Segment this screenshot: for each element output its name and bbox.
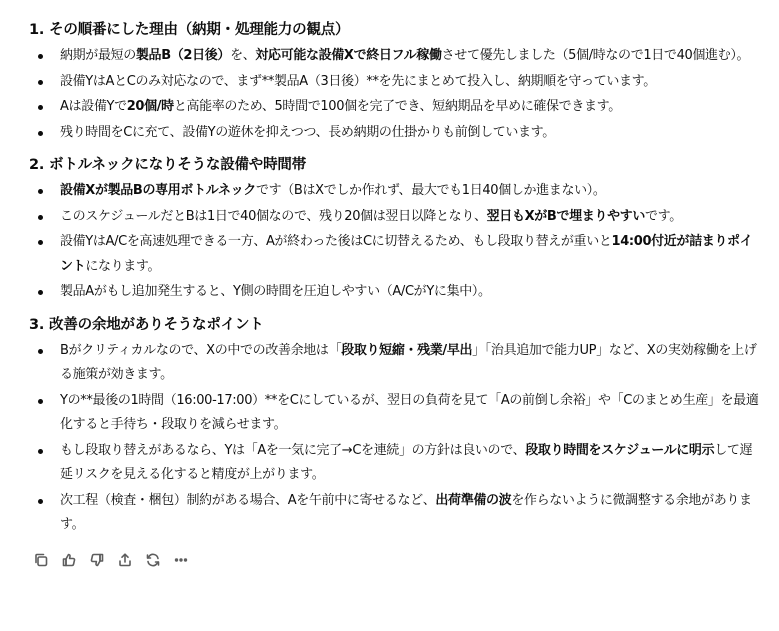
- share-button[interactable]: [113, 548, 137, 572]
- bullet-icon: [38, 105, 43, 110]
- bold-text: 14:00付近が詰まりポイント: [60, 234, 753, 274]
- text-segment: 納期が最短の: [60, 48, 136, 63]
- text-segment: Yの**最後の1時間（16:00-17:00）**をCにしているが、翌日の負荷を見て「Aの前倒し余裕」や「Cのまとめ生産」を最適化すると手待ち・段取りを減らせます。: [60, 392, 759, 432]
- bullet-icon: [38, 499, 43, 504]
- thumbs-down-icon: [89, 552, 105, 568]
- list-item: [29, 489, 760, 538]
- list-item: [29, 230, 760, 279]
- text-segment: Aは設備Yで: [60, 99, 127, 114]
- text-segment: 次工程（検査・梱包）制約がある場合、Aを午前中に寄せるなど、: [60, 492, 436, 508]
- text-segment: 設備YはAとCのみ対応なので、まず**製品A（3日後）**を先にまとめて投入し、納期順を守っています。: [60, 73, 656, 89]
- more-icon: [173, 552, 189, 568]
- list-item: [29, 44, 760, 69]
- list-item: [29, 280, 760, 305]
- list-item: [29, 95, 760, 120]
- bold-text: 段取り短縮・残業/早出: [341, 342, 473, 358]
- bold-text: 設備Xが製品Bの専用ボトルネック: [60, 183, 256, 198]
- text-segment: を、: [230, 48, 256, 63]
- thumbs-up-button[interactable]: [57, 548, 81, 572]
- list-item: [29, 339, 760, 388]
- bullet-icon: [38, 80, 43, 85]
- bold-text: 段取り時間をスケジュールに明示: [525, 442, 715, 458]
- list-item: [29, 179, 760, 204]
- text-segment: になります。: [85, 258, 161, 274]
- section-2: [29, 155, 759, 305]
- list-item: [29, 389, 760, 438]
- more-options-button[interactable]: [169, 548, 193, 572]
- bullet-icon: [38, 399, 43, 404]
- text-segment: です（BはXでしか作れず、最大でも1日40個しか進まない）。: [255, 183, 606, 198]
- bullet-icon: [38, 240, 43, 245]
- copy-icon: [33, 552, 49, 568]
- text-segment: 製品Aがもし追加発生すると、Y側の時間を圧迫しやすい（A/CがYに集中）。: [60, 284, 491, 299]
- bold-text: 製品B（2日後）: [135, 48, 231, 63]
- text-segment: もし段取り替えがあるなら、Yは「Aを一気に完了→Cを連続」の方針は良いので、: [60, 442, 526, 458]
- text-segment: して遅延リスクを見える化すると精度が上がります。: [60, 442, 753, 482]
- section-heading: 1. その順番にした理由（納期・処理能力の観点）: [29, 22, 350, 38]
- bullet-icon: [38, 290, 43, 295]
- text-segment: 」「治具追加で能力UP」など、Xの実効稼働を上げる施策が効きます。: [60, 342, 757, 382]
- bold-text: 対応可能な設備Xで終日フル稼働: [255, 48, 442, 63]
- regenerate-button[interactable]: [141, 548, 165, 572]
- text-segment: このスケジュールだとBは1日で40個なので、残り20個は翌日以降となり、: [60, 208, 487, 224]
- bullet-list: [29, 44, 759, 145]
- bullet-icon: [38, 449, 43, 454]
- message-actions: [29, 548, 759, 572]
- text-segment: 残り時間をCに充て、設備Yの遊休を抑えつつ、長め納期の仕掛かりも前倒しています。: [60, 124, 555, 140]
- list-item: [29, 205, 760, 230]
- text-segment: Bがクリティカルなので、Xの中での改善余地は「: [60, 342, 342, 358]
- list-item: [29, 439, 760, 488]
- bullet-list: [29, 179, 759, 305]
- section-3: [29, 315, 759, 538]
- text-segment: させて優先しました（5個/時なので1日で40個進む）。: [441, 48, 750, 63]
- section-heading: 2. ボトルネックになりそうな設備や時間帯: [29, 157, 307, 173]
- bullet-list: [29, 339, 759, 538]
- section-1: [29, 20, 759, 145]
- bullet-icon: [38, 54, 43, 59]
- copy-button[interactable]: [29, 548, 53, 572]
- bold-text: 翌日もXがBで埋まりやすい: [486, 208, 646, 224]
- text-segment: です。: [645, 208, 682, 224]
- message-content: [29, 20, 759, 538]
- bold-text: 出荷準備の波: [435, 492, 512, 508]
- list-item: [29, 70, 760, 95]
- bullet-icon: [38, 215, 43, 220]
- text-segment: 設備YはA/Cを高速処理できる一方、Aが終わった後はCに切替えるため、もし段取り替えが重いと: [60, 234, 612, 249]
- thumbs-up-icon: [61, 552, 77, 568]
- text-segment: と高能率のため、5時間で100個を完了でき、短納期品を早めに確保できます。: [173, 99, 621, 114]
- regenerate-icon: [145, 552, 161, 568]
- section-heading: 3. 改善の余地がありそうなポイント: [29, 316, 264, 333]
- list-item: [29, 121, 760, 146]
- text-segment: を作らないように微調整する余地があります。: [60, 492, 752, 532]
- bullet-icon: [38, 189, 43, 194]
- thumbs-down-button[interactable]: [85, 548, 109, 572]
- share-icon: [117, 552, 133, 568]
- bullet-icon: [38, 131, 43, 136]
- bold-text: 20個/時: [126, 99, 174, 114]
- bullet-icon: [38, 349, 43, 354]
